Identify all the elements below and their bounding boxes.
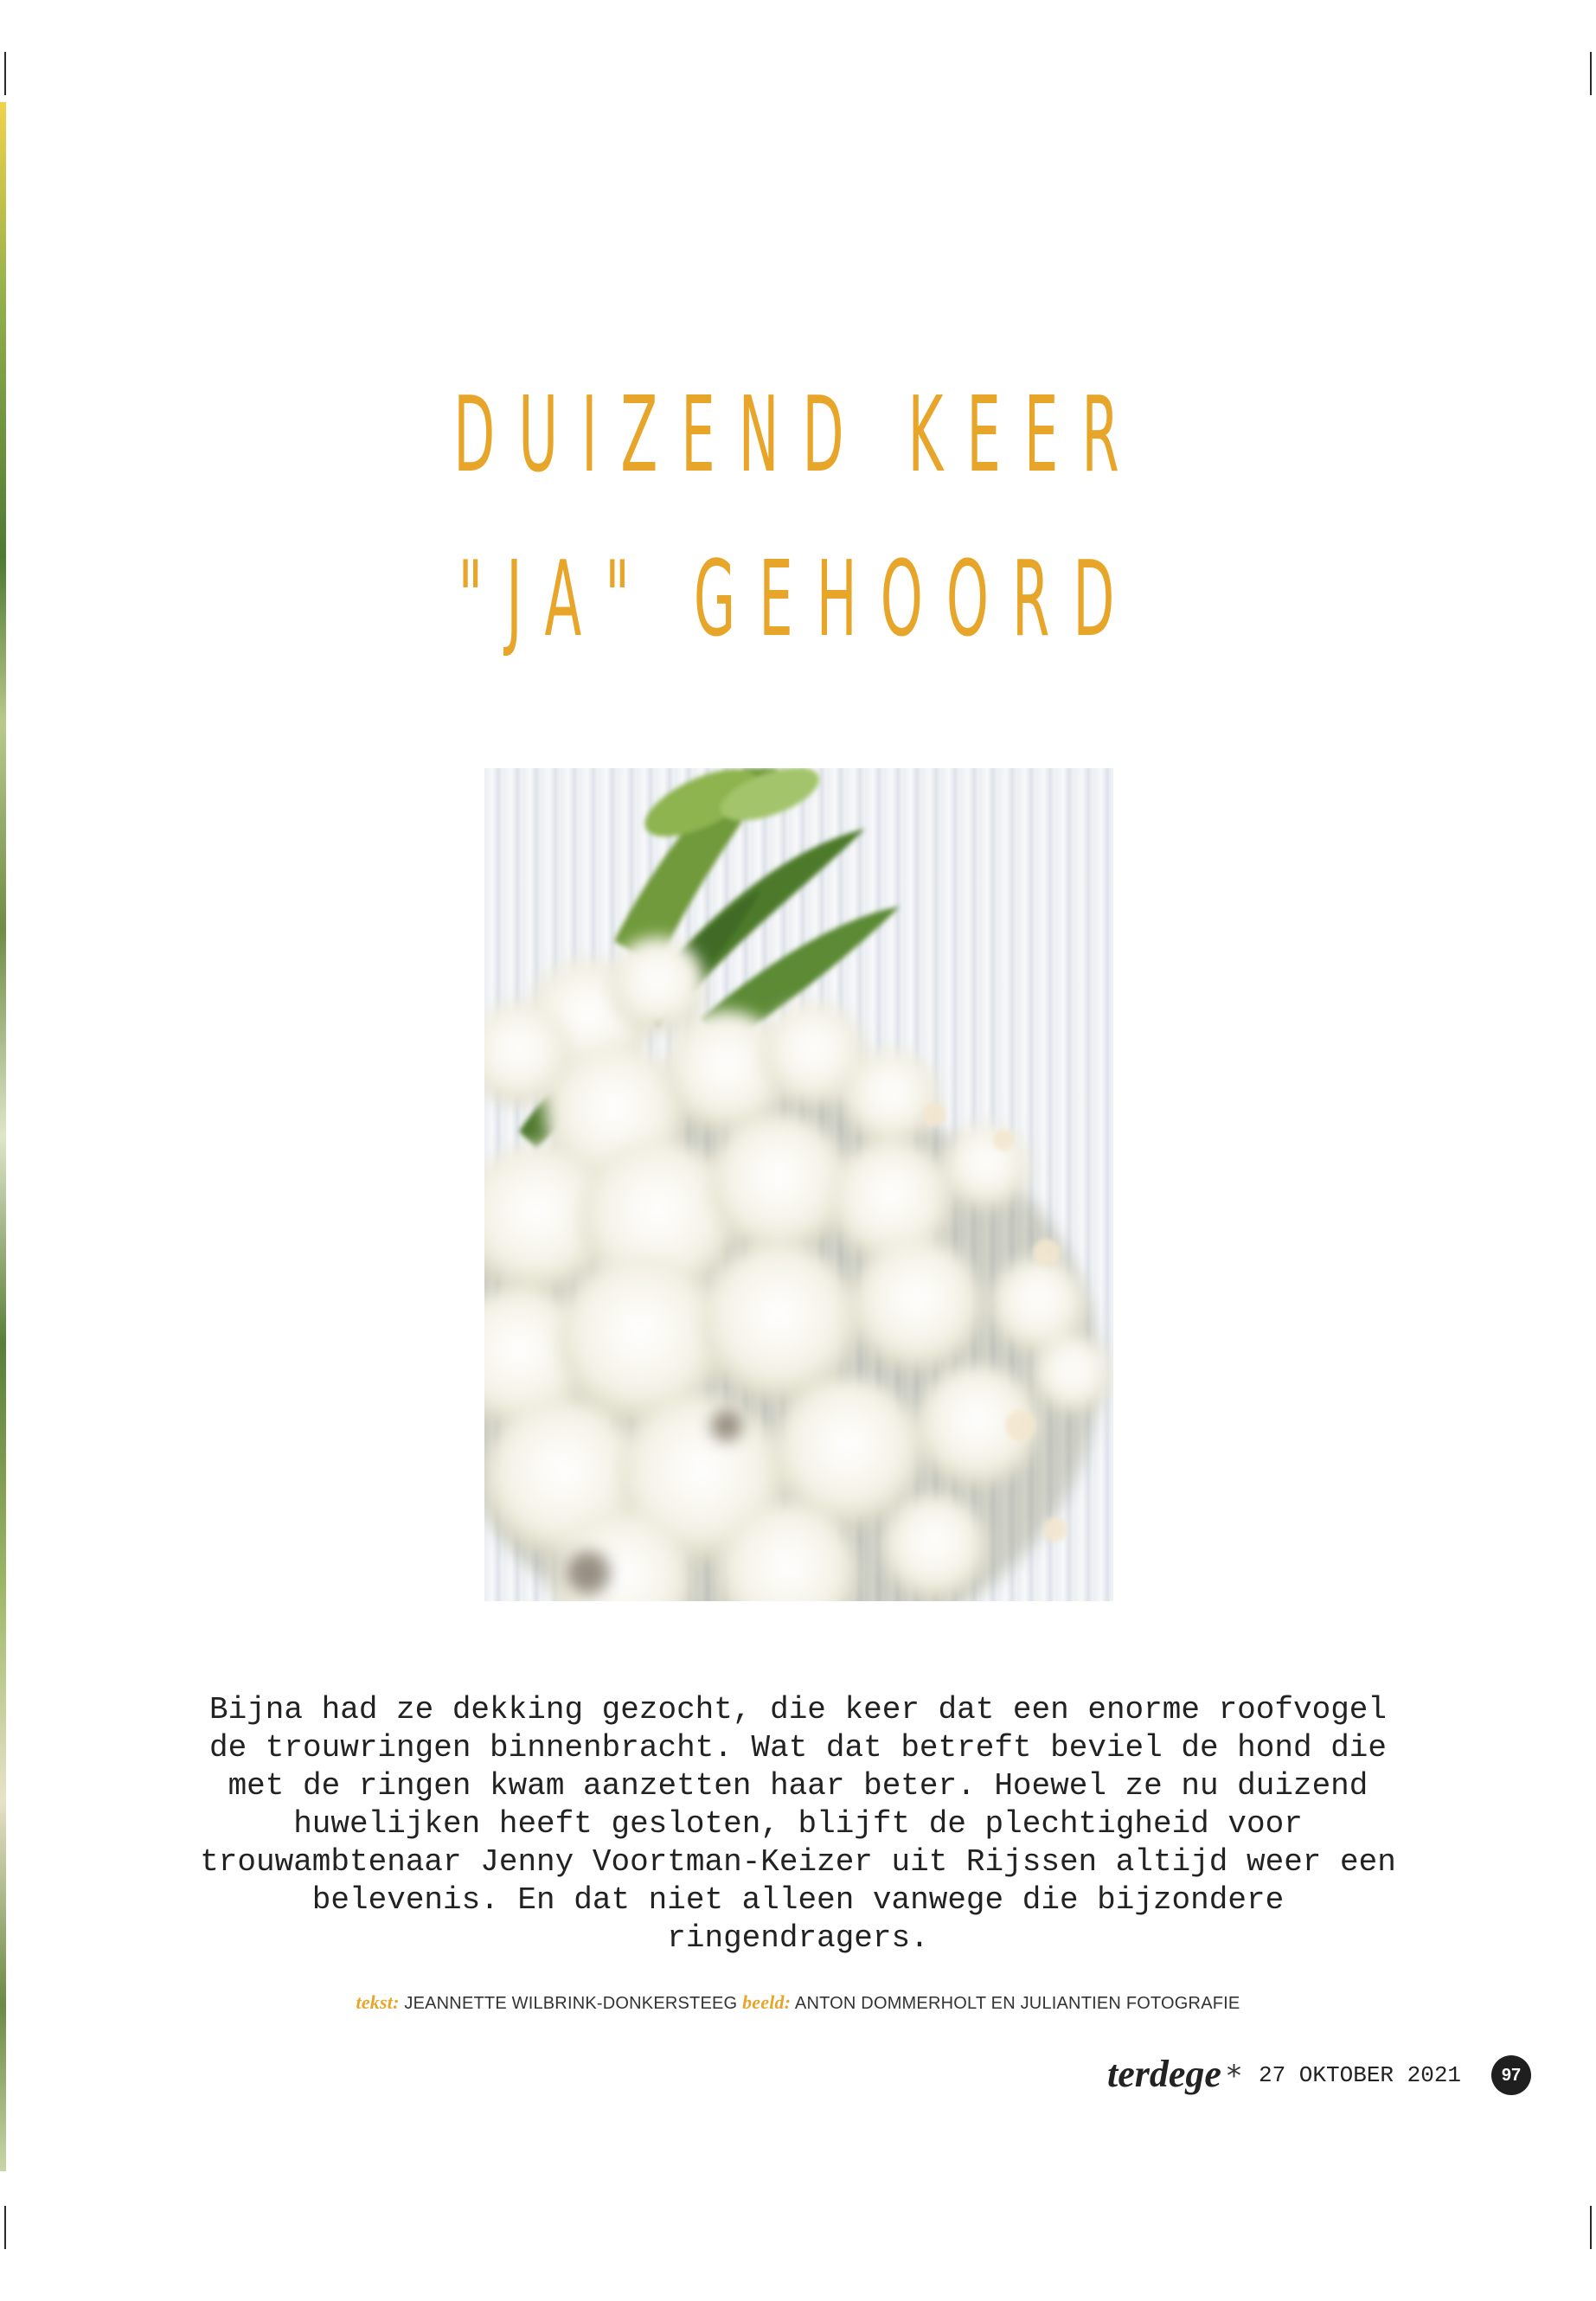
headline-line-2: "JA" GEHOORD <box>458 540 1138 660</box>
flower-photo <box>484 768 1113 1601</box>
credits-line <box>0 1991 1596 2014</box>
crop-mark-bottom-left <box>4 2206 6 2249</box>
headline-line-1: DUIZEND KEER <box>453 375 1143 496</box>
crop-mark-top-right <box>1590 52 1592 95</box>
adjacent-page-image-strip <box>0 102 6 2171</box>
crop-mark-bottom-right <box>1590 2206 1592 2249</box>
credit-text-author: JEANNETTE WILBRINK-DONKERSTEEG <box>404 1994 738 2013</box>
magazine-logo: terdege <box>1107 2053 1221 2095</box>
credit-image-author: ANTON DOMMERHOLT EN JULIANTIEN FOTOGRAFIE <box>794 1994 1240 2013</box>
credit-image-label: beeld: <box>742 1991 792 2013</box>
credit-text-label: tekst: <box>356 1991 400 2013</box>
intro-paragraph: Bijna had ze dekking gezocht, die keer dat een enorme roofvogel de trouwringen binnenbracht. Wat dat betreft beviel de hond die met de ringen kwam aanzetten haar beter. Hoewel ze nu duizend huwelijken heeft gesloten, blijft de plechtigheid voor trouwambtenaar Jenny Voortman-Keizer uit Rijssen altijd weer een belevenis. En dat niet alleen vanwege die bijzondere ringendragers. <box>200 1692 1396 1956</box>
flower-bouquet-illustration <box>484 768 1113 1601</box>
crop-mark-top-left <box>4 52 6 95</box>
asterisk-separator-icon: * <box>1227 2059 1241 2093</box>
issue-date: 27 OKTOBER 2021 <box>1259 2062 1462 2088</box>
page-number-badge: 97 <box>1491 2055 1531 2095</box>
